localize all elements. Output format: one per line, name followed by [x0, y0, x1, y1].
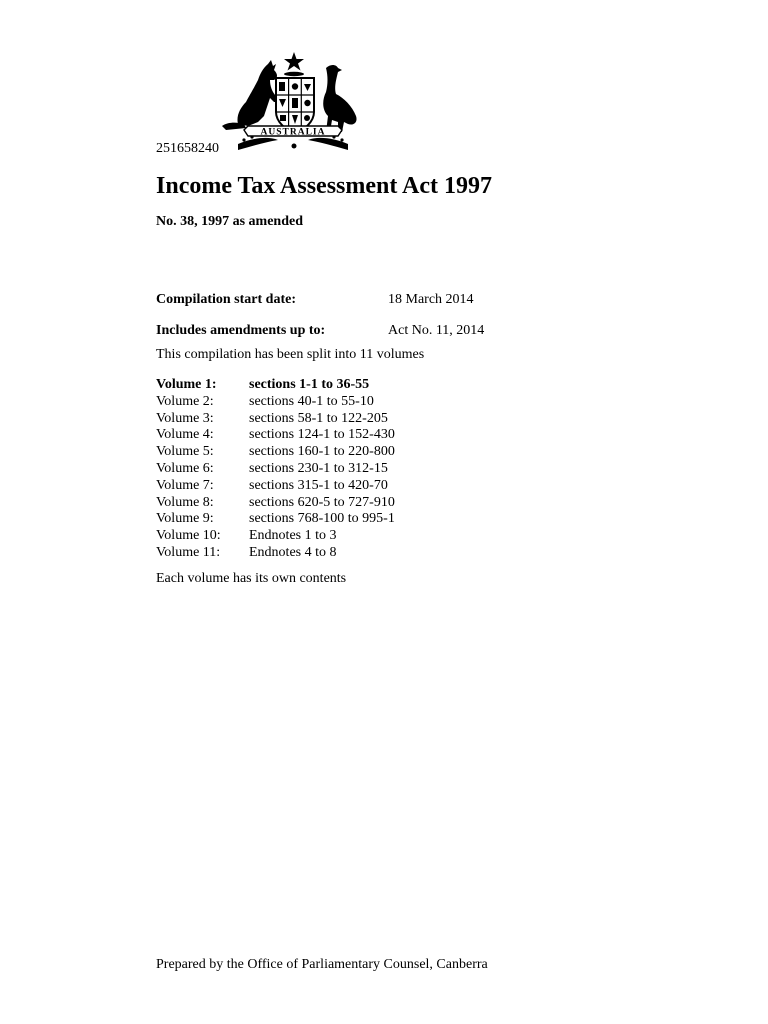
amendments-label: Includes amendments up to:: [156, 323, 326, 338]
volume-item: [156, 528, 556, 545]
volume-item: [156, 411, 556, 428]
volume-range: sections 40-1 to 55-10: [249, 393, 374, 409]
volume-range: sections 620-5 to 727-910: [249, 494, 395, 510]
volume-name: Volume 4:: [156, 427, 214, 443]
volume-range: sections 230-1 to 312-15: [249, 460, 388, 476]
volume-item: [156, 377, 556, 394]
volume-name: Volume 2:: [156, 393, 214, 409]
volume-name: Volume 6:: [156, 460, 214, 476]
volume-name: Volume 8:: [156, 494, 214, 510]
document-title: Income Tax Assessment Act 1997: [156, 173, 493, 199]
compilation-start-label: Compilation start date:: [156, 292, 296, 307]
volume-item: [156, 394, 556, 411]
volume-range: sections 160-1 to 220-800: [249, 444, 395, 460]
crest-scroll-text: AUSTRALIA: [260, 127, 326, 138]
volume-item: [156, 461, 556, 478]
volume-range: sections 315-1 to 420-70: [249, 477, 388, 493]
split-note: This compilation has been split into 11 volumes: [156, 347, 425, 362]
volume-name: Volume 9:: [156, 511, 214, 527]
compilation-start-value: 18 March 2014: [388, 292, 474, 307]
coat-of-arms-icon: [218, 50, 368, 156]
document-id: 251658240: [156, 141, 219, 156]
volume-range: sections 1-1 to 36-55: [249, 377, 370, 392]
volume-name: Volume 11:: [156, 544, 221, 560]
document-subtitle: No. 38, 1997 as amended: [156, 214, 304, 229]
volume-range: Endnotes 1 to 3: [249, 528, 337, 544]
volume-range: sections 124-1 to 152-430: [249, 427, 395, 443]
volume-item: [156, 511, 556, 528]
volume-item: [156, 478, 556, 495]
volume-name: Volume 1:: [156, 377, 217, 392]
volume-name: Volume 7:: [156, 477, 214, 493]
volume-name: Volume 10:: [156, 528, 221, 544]
amendments-value: Act No. 11, 2014: [388, 323, 485, 338]
volume-item: [156, 495, 556, 512]
volume-range: Endnotes 4 to 8: [249, 544, 337, 560]
volume-item: [156, 444, 556, 461]
volume-range: sections 768-100 to 995-1: [249, 511, 395, 527]
each-volume-note: Each volume has its own contents: [156, 571, 347, 586]
volume-name: Volume 5:: [156, 444, 214, 460]
volume-name: Volume 3:: [156, 410, 214, 426]
volume-item: [156, 427, 556, 444]
volume-item: [156, 545, 556, 562]
footer-prepared-by: Prepared by the Office of Parliamentary Counsel, Canberra: [156, 957, 488, 972]
volume-list: [156, 377, 556, 562]
volume-range: sections 58-1 to 122-205: [249, 410, 388, 426]
